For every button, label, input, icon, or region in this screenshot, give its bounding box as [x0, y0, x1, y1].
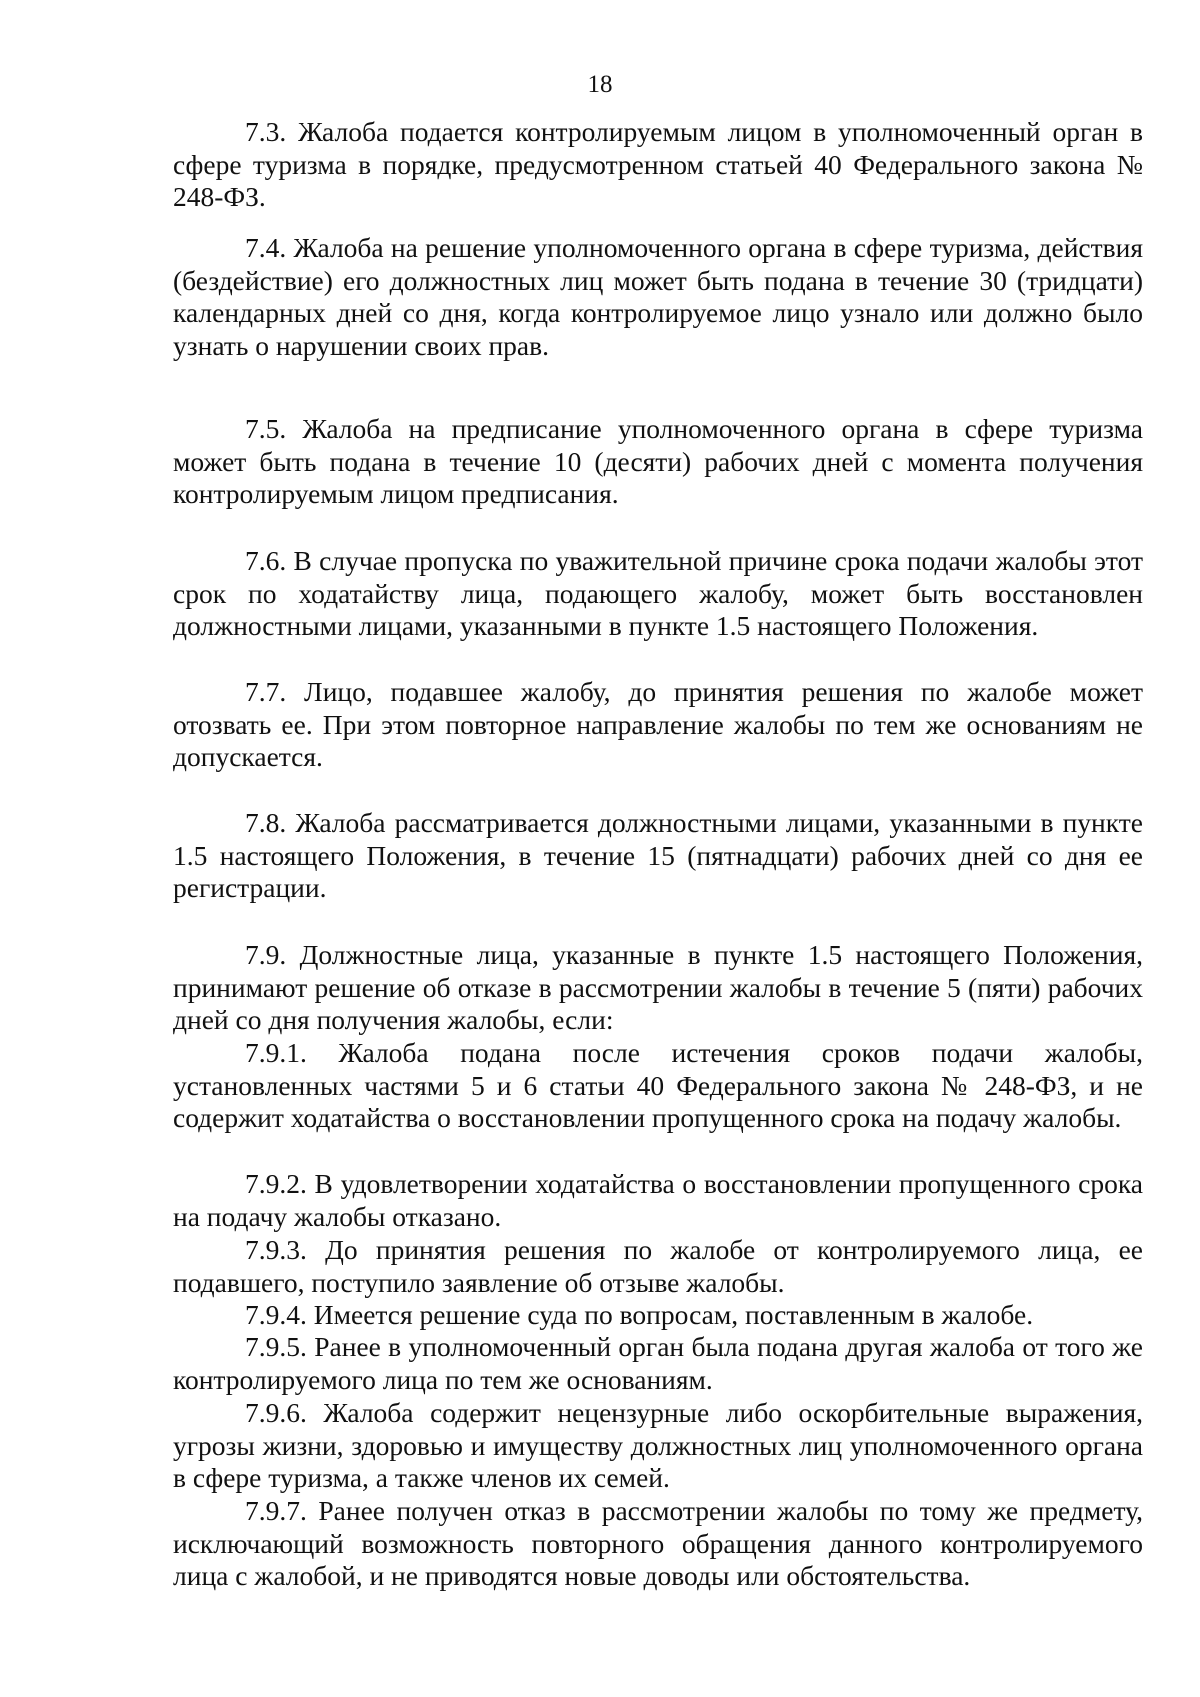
paragraph-7-9-7: 7.9.7. Ранее получен отказ в рассмотрении жалобы по тому же предмету, исключающий возможность повторного обращения данного контролируемого лица с жалобой, и не приводятся новые доводы или обстоятельства. — [173, 1495, 1143, 1591]
paragraph-7-6: 7.6. В случае пропуска по уважительной причине срока подачи жалобы этот срок по ходатайству лица, подающего жалобу, может быть восстановлен должностными лицами, указанными в пункте 1.5 настоящего Положения. — [173, 545, 1143, 641]
page-number: 18 — [587, 71, 613, 98]
paragraph-7-9-2: 7.9.2. В удовлетворении ходатайства о восстановлении пропущенного срока на подачу жалобы отказано. — [173, 1168, 1143, 1232]
paragraph-7-7: 7.7. Лицо, подавшее жалобу, до принятия решения по жалобе может отозвать ее. При этом повторное направление жалобы по тем же основаниям не допускается. — [173, 676, 1143, 772]
paragraph-7-4: 7.4. Жалоба на решение уполномоченного органа в сфере туризма, действия (бездействие) его должностных лиц может быть подана в течение 30 (тридцати) календарных дней со дня, когда контролируемое лицо узнало или должно было узнать о нарушении своих прав. — [173, 232, 1143, 361]
paragraph-7-9-1: 7.9.1. Жалоба подана после истечения сроков подачи жалобы, установленных частями 5 и 6 статьи 40 Федерального закона № 248-ФЗ, и не содержит ходатайства о восстановлении пропущенного срока на подачу жалобы. — [173, 1037, 1143, 1133]
paragraph-7-9-6: 7.9.6. Жалоба содержит нецензурные либо оскорбительные выражения, угрозы жизни, здоровью и имуществу должностных лиц уполномоченного органа в сфере туризма, а также членов их семей. — [173, 1397, 1143, 1493]
paragraph-7-9-4: 7.9.4. Имеется решение суда по вопросам, поставленным в жалобе. — [245, 1299, 1034, 1330]
paragraph-7-5: 7.5. Жалоба на предписание уполномоченного органа в сфере туризма может быть подана в течение 10 (десяти) рабочих дней с момента получения контролируемым лицом предписания. — [173, 413, 1143, 509]
paragraph-7-8: 7.8. Жалоба рассматривается должностными лицами, указанными в пункте 1.5 настоящего Положения, в течение 15 (пятнадцати) рабочих дней со дня ее регистрации. — [173, 807, 1143, 903]
paragraph-7-9-5: 7.9.5. Ранее в уполномоченный орган была подана другая жалоба от того же контролируемого лица по тем же основаниям. — [173, 1331, 1143, 1395]
paragraph-7-3: 7.3. Жалоба подается контролируемым лицом в уполномоченный орган в сфере туризма в порядке, предусмотренном статьей 40 Федерального закона № 248-ФЗ. — [173, 116, 1143, 212]
paragraph-7-9: 7.9. Должностные лица, указанные в пункте 1.5 настоящего Положения, принимают решение об отказе в рассмотрении жалобы в течение 5 (пяти) рабочих дней со дня получения жалобы, если: — [173, 939, 1143, 1035]
paragraph-7-9-3: 7.9.3. До принятия решения по жалобе от контролируемого лица, ее подавшего, поступило заявление об отзыве жалобы. — [173, 1234, 1143, 1298]
